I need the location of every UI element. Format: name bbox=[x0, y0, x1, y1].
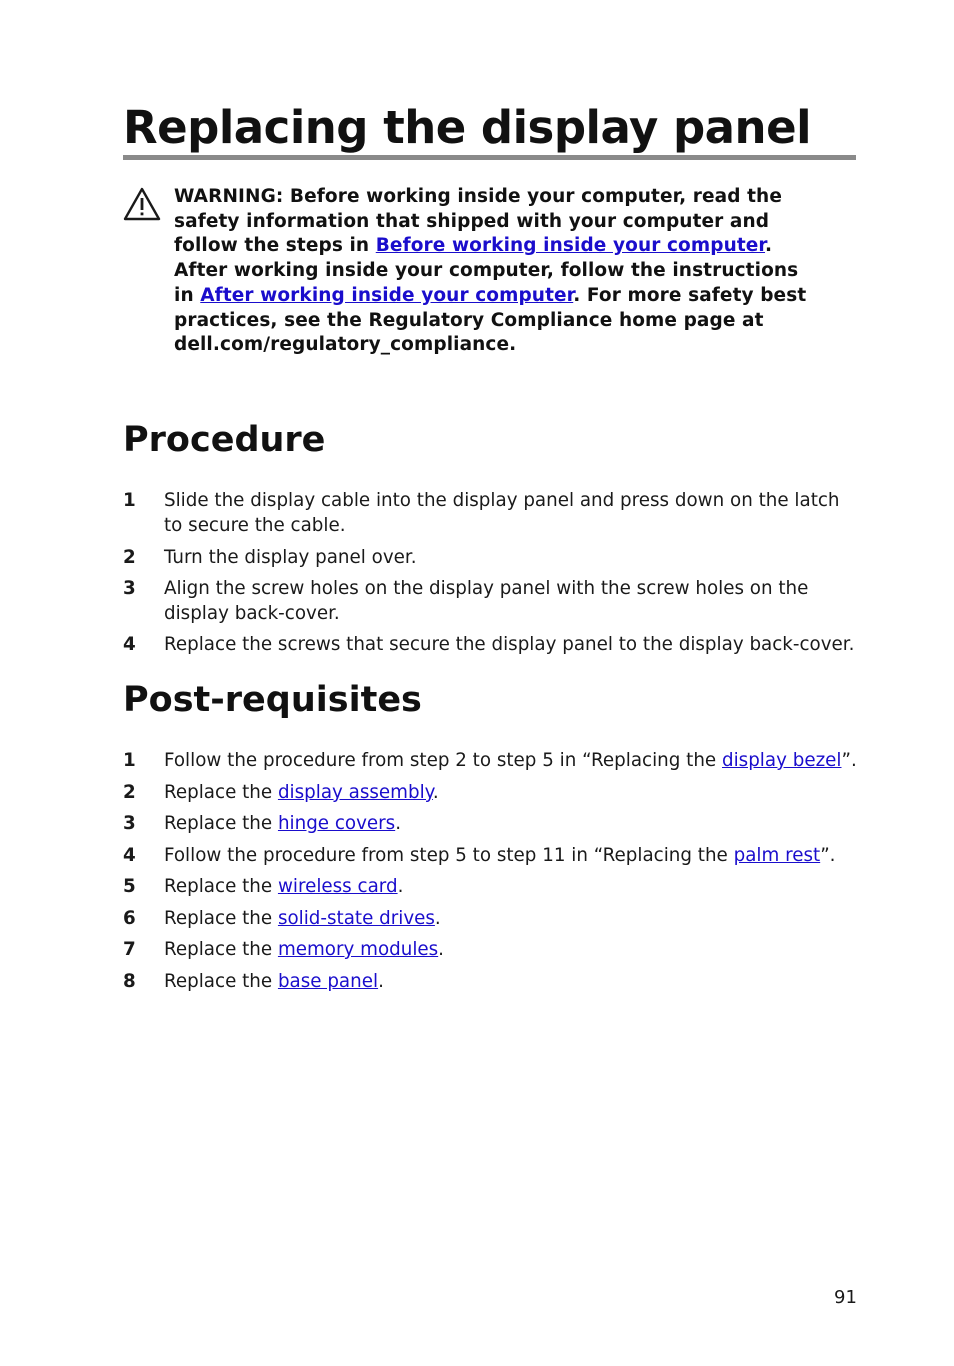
warning-triangle-icon bbox=[123, 187, 161, 221]
text-run: Align the screw holes on the display panel with the screw holes on the bbox=[164, 578, 809, 599]
step-text bbox=[164, 874, 864, 899]
warning-line bbox=[174, 309, 864, 334]
text-run: to secure the cable. bbox=[164, 515, 346, 536]
step-number: 4 bbox=[123, 634, 136, 655]
step-line bbox=[164, 874, 864, 899]
step-line bbox=[164, 748, 864, 773]
step-line bbox=[164, 780, 864, 805]
step-line bbox=[164, 969, 864, 994]
procedure-heading: Procedure bbox=[123, 420, 326, 460]
step-text bbox=[164, 969, 864, 994]
step-text bbox=[164, 906, 864, 931]
text-run: Replace the bbox=[164, 782, 278, 803]
page-title: Replacing the display panel bbox=[123, 101, 812, 154]
title-underline bbox=[123, 155, 856, 160]
text-run: . bbox=[432, 782, 439, 803]
step-line bbox=[164, 937, 864, 962]
text-run: Replace the bbox=[164, 939, 278, 960]
step-line bbox=[164, 906, 864, 931]
text-run: Replace the bbox=[164, 908, 278, 929]
step-line bbox=[164, 545, 864, 570]
step-number: 2 bbox=[123, 782, 136, 803]
text-run: Replace the bbox=[164, 813, 278, 834]
base-panel-link[interactable]: base panel bbox=[277, 971, 379, 992]
page-number: 91 bbox=[834, 1287, 857, 1308]
warning-text bbox=[174, 185, 864, 358]
text-run: ”. bbox=[841, 750, 857, 771]
memory-modules-link[interactable]: memory modules bbox=[277, 939, 439, 960]
after-working-inside-your-computer-link[interactable]: After working inside your computer bbox=[200, 284, 574, 306]
step-number: 1 bbox=[123, 750, 136, 771]
text-run: Follow the procedure from step 5 to step 11 in “Replacing the bbox=[164, 845, 734, 866]
before-working-inside-your-computer-link[interactable]: Before working inside your computer bbox=[375, 235, 766, 257]
text-run: After working inside your computer, follow the instructions bbox=[174, 260, 799, 282]
text-run: follow the steps in bbox=[174, 235, 376, 257]
step-text bbox=[164, 937, 864, 962]
warning-line bbox=[174, 185, 864, 210]
text-run: Replace the screws that secure the display panel to the display back-cover. bbox=[164, 634, 855, 655]
step-text bbox=[164, 748, 864, 773]
display-assembly-link[interactable]: display assembly bbox=[277, 782, 433, 803]
display-bezel-link[interactable]: display bezel bbox=[722, 750, 842, 771]
text-run: Replace the bbox=[164, 971, 278, 992]
step-text bbox=[164, 811, 864, 836]
text-run: Turn the display panel over. bbox=[164, 547, 417, 568]
solid-state-drives-link[interactable]: solid-state drives bbox=[277, 908, 435, 929]
step-text bbox=[164, 843, 864, 868]
text-run: . bbox=[395, 813, 402, 834]
step-number: 1 bbox=[123, 490, 136, 511]
step-number: 3 bbox=[123, 813, 136, 834]
text-run: . For more safety best bbox=[573, 284, 807, 306]
warning-line bbox=[174, 259, 864, 284]
step-number: 3 bbox=[123, 578, 136, 599]
text-run: . bbox=[378, 971, 384, 992]
warning-line bbox=[174, 284, 864, 309]
text-run: ”. bbox=[820, 845, 836, 866]
wireless-card-link[interactable]: wireless card bbox=[277, 876, 398, 897]
text-run: . bbox=[397, 876, 404, 897]
step-line bbox=[164, 488, 864, 513]
palm-rest-link[interactable]: palm rest bbox=[733, 845, 821, 866]
text-run: . bbox=[765, 235, 773, 257]
step-line bbox=[164, 513, 864, 538]
text-run: display back-cover. bbox=[164, 603, 340, 624]
step-number: 7 bbox=[123, 939, 136, 960]
step-line bbox=[164, 811, 864, 836]
step-line bbox=[164, 632, 864, 657]
text-run: Replace the bbox=[164, 876, 278, 897]
step-text bbox=[164, 545, 864, 570]
step-line bbox=[164, 843, 864, 868]
step-number: 6 bbox=[123, 908, 136, 929]
warning-line bbox=[174, 210, 864, 235]
step-text bbox=[164, 488, 864, 538]
step-line bbox=[164, 601, 864, 626]
step-text bbox=[164, 780, 864, 805]
text-run: . bbox=[438, 939, 444, 960]
step-text bbox=[164, 632, 864, 657]
step-number: 4 bbox=[123, 845, 136, 866]
step-number: 2 bbox=[123, 547, 136, 568]
text-run: Slide the display cable into the display panel and press down on the latch bbox=[164, 490, 840, 511]
text-run: dell.com/regulatory_compliance. bbox=[174, 334, 517, 356]
hinge-covers-link[interactable]: hinge covers bbox=[277, 813, 396, 834]
post-requisites-heading: Post-requisites bbox=[123, 680, 422, 720]
step-number: 8 bbox=[123, 971, 136, 992]
warning-line bbox=[174, 234, 864, 259]
step-text bbox=[164, 576, 864, 626]
warning-line bbox=[174, 333, 864, 358]
text-run: in bbox=[174, 284, 201, 306]
step-line bbox=[164, 576, 864, 601]
text-run: . bbox=[434, 908, 441, 929]
text-run: practices, see the Regulatory Compliance home page at bbox=[174, 309, 764, 331]
text-run: Follow the procedure from step 2 to step 5 in “Replacing the bbox=[164, 750, 722, 771]
step-number: 5 bbox=[123, 876, 136, 897]
text-run: safety information that shipped with your computer and bbox=[174, 210, 770, 232]
text-run: WARNING: Before working inside your computer, read the bbox=[174, 186, 782, 207]
